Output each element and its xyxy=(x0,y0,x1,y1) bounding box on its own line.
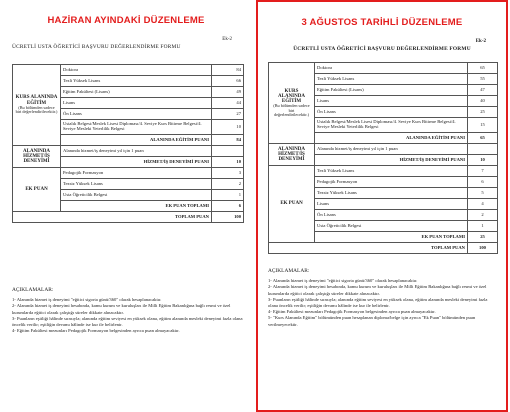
kurs-total-label: ALANINDA EĞİTİM PUANI xyxy=(61,135,212,146)
row-points: 2 xyxy=(468,210,498,221)
grand-total-label: TOPLAM PUAN xyxy=(269,243,468,254)
row-label: Ön Lisans xyxy=(315,107,468,118)
row-label: Alanında hizmet/iş deneyimi yıl için 1 puan xyxy=(61,146,212,157)
notes-title: AÇIKLAMALAR: xyxy=(268,268,310,274)
kurs-category-note: (Bu bölümden sadece biri değerlendirilecektir.) xyxy=(273,103,310,118)
note-item: 5- "Kurs Alanında Eğitim" bölümünden puan hesaplanan diploma/belge için ayrıca "Ek Puan" bölümünden puan verilmeyecektir. xyxy=(268,315,476,327)
notes-section xyxy=(12,287,244,334)
row-points: 25 xyxy=(468,107,498,118)
row-label: Ön Lisans xyxy=(315,210,468,221)
row-points: 40 xyxy=(468,96,498,107)
table-row xyxy=(13,146,244,157)
row-label: Tezli Yüksek Lisans xyxy=(315,74,468,85)
row-points: 6 xyxy=(468,177,498,188)
kurs-category: KURS ALANINDA EĞİTİM xyxy=(278,88,305,105)
row-label: Lisans xyxy=(315,96,468,107)
row-points: 4 xyxy=(468,199,498,210)
row-label: Ön Lisans xyxy=(61,109,212,120)
grand-total-points: 100 xyxy=(212,212,244,223)
row-label: Tezli Yüksek Lisans xyxy=(315,166,468,177)
form-title: ÜCRETLİ USTA ÖĞRETİCİ BAŞVURU DEĞERLENDİRME FORMU xyxy=(293,46,471,52)
row-points: 10 xyxy=(212,120,244,135)
row-label: Pedagojik Formasyon xyxy=(315,177,468,188)
grand-total-row xyxy=(13,212,244,223)
table-row xyxy=(13,65,244,76)
kurs-category-note: (Bu bölümden sadece biri değerlendirilecektir.) xyxy=(15,104,58,115)
hizmet-total-points: 10 xyxy=(212,157,244,168)
row-points: 1 xyxy=(468,221,498,232)
row-points: 65 xyxy=(468,63,498,74)
kurs-total-points: 65 xyxy=(468,133,498,144)
row-label: Eğitim Fakültesi (Lisans) xyxy=(61,87,212,98)
row-label: Alanında hizmet/iş deneyimi yıl için 1 puan xyxy=(315,144,468,155)
august-heading: 3 AĞUSTOS TARİHLİ DÜZENLEME xyxy=(301,17,463,28)
row-points: 84 xyxy=(212,65,244,76)
row-label: Tezsiz Yüksek Lisans xyxy=(315,188,468,199)
note-item: 1- Alanında hizmet iş deneyimi "eğitici sigorta günü/360" olarak hesaplanacaktır. xyxy=(12,297,162,303)
row-points: 2 xyxy=(212,179,244,190)
grand-total-row xyxy=(269,243,498,254)
note-item: 4- Eğitim Fakültesi mezunları Pedagojik Formasyon belgesinden ayrıca puan almayacaktır. xyxy=(12,328,180,334)
grand-total-label: TOPLAM PUAN xyxy=(13,212,212,223)
row-points: 15 xyxy=(468,118,498,133)
note-item: 3- Puanların eşitliği hâlinde sırasıyla; alanında eğitim seviyesi en yüksek olana, eğitim alanında mesleki deneyimi fazla olana öncelik verilir; eşitliğin devamı hâlinde ise kur ile belirlenir. xyxy=(12,315,243,328)
june-heading: HAZİRAN AYINDAKİ DÜZENLEME xyxy=(47,15,205,26)
evaluation-table xyxy=(268,62,498,254)
row-points: 47 xyxy=(468,85,498,96)
form-code: Ek-2 xyxy=(222,37,232,42)
hizmet-total-points: 10 xyxy=(468,155,498,166)
kurs-category-cell xyxy=(269,63,315,144)
table-row xyxy=(13,168,244,179)
row-points: 5 xyxy=(468,188,498,199)
grand-total-points: 100 xyxy=(468,243,498,254)
ek-total-label: EK PUAN TOPLAMI xyxy=(61,201,212,212)
table-row xyxy=(269,63,498,74)
form-title: ÜCRETLİ USTA ÖĞRETİCİ BAŞVURU DEĞERLENDİRME FORMU xyxy=(12,44,181,50)
note-item: 3- Puanların eşitliği hâlinde sırasıyla; alanında eğitim seviyesi en yüksek olana, eğitim alanında mesleki deneyimi fazla olana öncelik verilir; eşitliğin devamı hâlinde ise kur ile belirlenir. xyxy=(268,296,488,309)
hizmet-category: ALANINDA HİZMET/İŞ DENEYİMİ xyxy=(13,146,61,168)
row-points: 49 xyxy=(212,87,244,98)
row-label: Tezsiz Yüksek Lisans xyxy=(61,179,212,190)
note-item: 1- Alanında hizmet iş deneyimi "eğitici sigorta günü/360" olarak hesaplanacaktır. xyxy=(268,278,418,284)
row-points: 27 xyxy=(212,109,244,120)
row-points: 44 xyxy=(212,98,244,109)
table-row xyxy=(269,166,498,177)
row-points: 3 xyxy=(212,168,244,179)
row-label: Doktora xyxy=(315,63,468,74)
row-label: Tezli Yüksek Lisans xyxy=(61,76,212,87)
ek-category: EK PUAN xyxy=(13,168,61,212)
kurs-category: KURS ALANINDA EĞİTİM xyxy=(15,95,58,106)
kurs-category-cell xyxy=(13,65,61,146)
hizmet-total-label: HİZMET/İŞ DENEYİMİ PUANI xyxy=(61,157,212,168)
table-row xyxy=(269,144,498,155)
note-item: 2- Alanında hizmet iş deneyimi hesabında, kamu kurum ve kuruluşları ile Milli Eğitim Bakanlığına bağlı resmi ve özel kurumlarda eğitici olarak çalıştığı süreler dikkate alınacaktır. xyxy=(12,303,231,315)
june-regulation-panel xyxy=(0,0,252,412)
row-label: Doktora xyxy=(61,65,212,76)
note-item: 4- Eğitim Fakültesi mezunları Pedagojik Formasyon belgesinden ayrıca puan almayacaktır. xyxy=(268,309,436,315)
row-label: Pedagojik Formasyon xyxy=(61,168,212,179)
ek-total-points: 6 xyxy=(212,201,244,212)
notes-section xyxy=(268,268,498,328)
row-label: Usta Öğreticilik Belgesi xyxy=(61,190,212,201)
august-regulation-panel xyxy=(256,0,508,412)
row-points: 7 xyxy=(468,166,498,177)
evaluation-table xyxy=(12,64,244,223)
note-item: 2- Alanında hizmet iş deneyimi hesabında, kamu kurum ve kuruluşları ile Milli Eğitim Bakanlığına bağlı resmi ve özel kurumlarda eğitici olarak çalıştığı süreler dikkate alınacaktır. xyxy=(268,284,487,296)
row-points: 66 xyxy=(212,76,244,87)
row-label: Usta Öğreticilik Belgesi xyxy=(315,221,468,232)
row-points: 55 xyxy=(468,74,498,85)
ek-category: EK PUAN xyxy=(269,166,315,243)
hizmet-category: ALANINDA HİZMET/İŞ DENEYİMİ xyxy=(269,144,315,166)
row-label: Lisans xyxy=(315,199,468,210)
kurs-total-label: ALANINDA EĞİTİM PUANI xyxy=(315,133,468,144)
row-label: Eğitim Fakültesi (Lisans) xyxy=(315,85,468,96)
notes-title: AÇIKLAMALAR: xyxy=(12,287,54,293)
row-label: Ustalık Belgesi/Meslek Lisesi Diploması/4. Seviye Kurs Bitirme Belgesi/4. Seviye Mesleki Yeterlilik Belgesi xyxy=(315,118,468,133)
ek-total-label: EK PUAN TOPLAMI xyxy=(315,232,468,243)
row-points: 1 xyxy=(212,190,244,201)
row-label: Ustalık Belgesi/Meslek Lisesi Diploması/4. Seviye Kurs Bitirme Belgesi/4. Seviye Mesleki Yeterlilik Belgesi xyxy=(61,120,212,135)
hizmet-total-label: HİZMET/İŞ DENEYİMİ PUANI xyxy=(315,155,468,166)
row-label: Lisans xyxy=(61,98,212,109)
form-code: Ek-2 xyxy=(475,39,486,44)
ek-total-points: 25 xyxy=(468,232,498,243)
kurs-total-points: 84 xyxy=(212,135,244,146)
